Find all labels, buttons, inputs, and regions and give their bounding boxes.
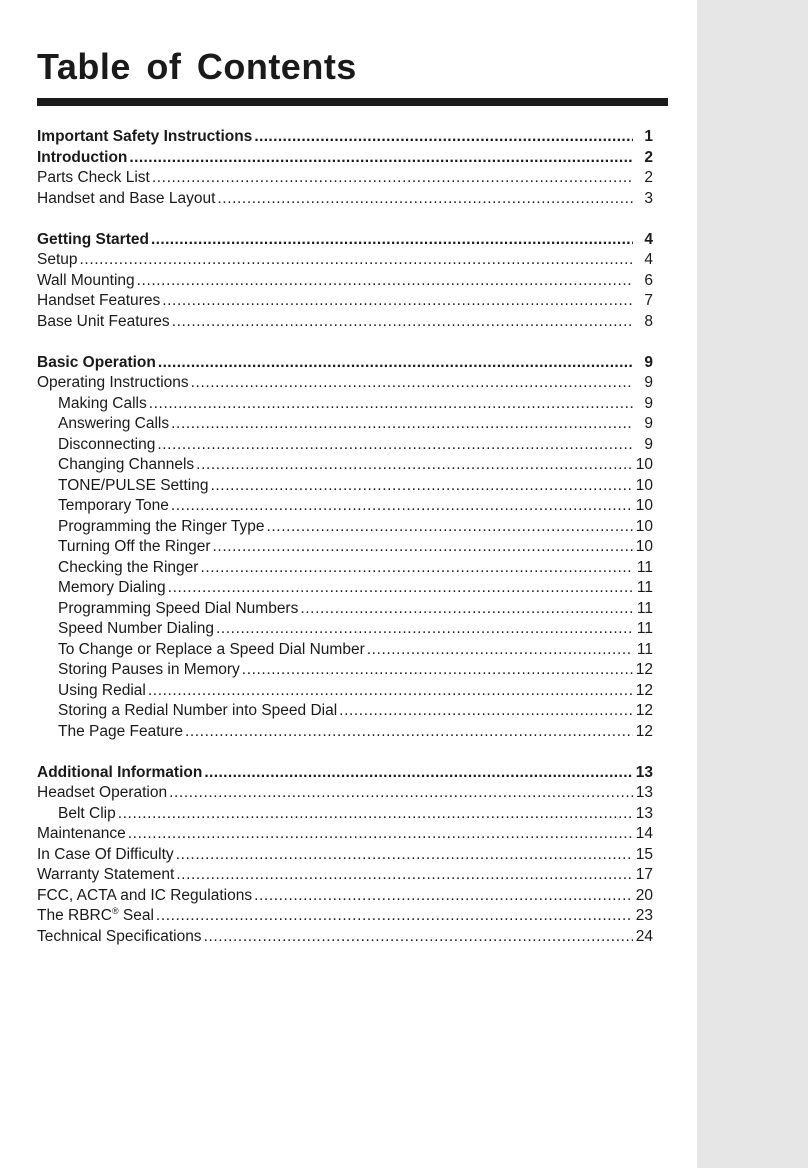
table-of-contents bbox=[37, 127, 653, 947]
dot-leader bbox=[204, 927, 633, 948]
toc-label: The RBRC® Seal bbox=[37, 905, 154, 924]
toc-subentry-row bbox=[37, 517, 653, 538]
dot-leader bbox=[254, 886, 633, 907]
toc-label: Storing a Redial Number into Speed Dial bbox=[58, 702, 338, 719]
toc-page-number: 8 bbox=[644, 312, 653, 330]
toc-label: Warranty Statement bbox=[37, 866, 175, 883]
toc-label: Basic Operation bbox=[37, 353, 156, 371]
dot-leader bbox=[300, 599, 633, 620]
toc-page-number: 2 bbox=[644, 169, 653, 186]
toc-label: TONE/PULSE Setting bbox=[58, 476, 209, 494]
dot-leader bbox=[242, 660, 633, 681]
toc-label: Temporary Tone bbox=[58, 497, 169, 514]
toc-subentry-row bbox=[37, 681, 653, 702]
toc-page-number: 11 bbox=[636, 558, 653, 576]
toc-page-number: 2 bbox=[644, 148, 653, 166]
toc-page-number: 10 bbox=[635, 497, 653, 514]
toc-label: Turning Off the Ringer bbox=[58, 538, 211, 555]
toc-subentry-row bbox=[37, 701, 653, 722]
toc-section-row bbox=[37, 127, 653, 148]
toc-page-number: 10 bbox=[635, 476, 653, 494]
toc-section-row bbox=[37, 230, 653, 251]
dot-leader bbox=[204, 763, 633, 784]
toc-entry-row bbox=[37, 865, 653, 886]
toc-page-number: 9 bbox=[644, 353, 653, 371]
dot-leader bbox=[148, 681, 633, 702]
toc-page-number: 10 bbox=[635, 517, 653, 535]
toc-label: Operating Instructions bbox=[37, 374, 189, 391]
dot-leader bbox=[80, 250, 633, 271]
toc-page-number: 4 bbox=[644, 230, 653, 248]
dot-leader bbox=[196, 455, 633, 476]
toc-label: Headset Operation bbox=[37, 784, 168, 801]
dot-leader bbox=[217, 189, 633, 210]
toc-section-row bbox=[37, 763, 653, 784]
toc-subentry-row bbox=[37, 537, 653, 558]
dot-leader bbox=[172, 312, 633, 333]
dot-leader bbox=[152, 168, 633, 189]
toc-page-number: 4 bbox=[644, 251, 653, 268]
dot-leader bbox=[266, 517, 633, 538]
toc-label: In Case Of Difficulty bbox=[37, 845, 174, 863]
toc-label: Memory Dialing bbox=[58, 579, 166, 596]
toc-entry-row bbox=[37, 312, 653, 333]
toc-label: The Page Feature bbox=[58, 722, 183, 740]
toc-label: Getting Started bbox=[37, 230, 149, 248]
toc-subentry-row bbox=[37, 640, 653, 661]
toc-entry-row bbox=[37, 783, 653, 804]
toc-subentry-row bbox=[37, 414, 653, 435]
toc-entry-row bbox=[37, 824, 653, 845]
toc-label: Programming the Ringer Type bbox=[58, 517, 265, 535]
toc-page-number: 12 bbox=[635, 681, 653, 699]
dot-leader bbox=[171, 496, 633, 517]
dot-leader bbox=[339, 701, 633, 722]
dot-leader bbox=[169, 783, 633, 804]
toc-page-number: 13 bbox=[635, 804, 653, 822]
toc-entry-row bbox=[37, 373, 653, 394]
dot-leader bbox=[191, 373, 633, 394]
dot-leader bbox=[129, 148, 633, 169]
toc-page-number: 9 bbox=[644, 435, 653, 453]
dot-leader bbox=[185, 722, 633, 743]
toc-page-number: 14 bbox=[635, 825, 653, 842]
toc-page-number: 13 bbox=[635, 763, 653, 781]
toc-label: Changing Channels bbox=[58, 456, 195, 473]
toc-section-row bbox=[37, 353, 653, 374]
toc-label: Handset and Base Layout bbox=[37, 189, 216, 207]
toc-label: Speed Number Dialing bbox=[58, 620, 214, 637]
dot-leader bbox=[200, 558, 633, 579]
page-title: Table of Contents bbox=[37, 46, 357, 87]
toc-subentry-row bbox=[37, 660, 653, 681]
toc-label: Making Calls bbox=[58, 394, 147, 412]
dot-leader bbox=[176, 865, 633, 886]
toc-label: Checking the Ringer bbox=[58, 558, 199, 576]
dot-leader bbox=[137, 271, 633, 292]
dot-leader bbox=[168, 578, 633, 599]
toc-entry-row bbox=[37, 189, 653, 210]
toc-subentry-row bbox=[37, 599, 653, 620]
dot-leader bbox=[176, 845, 633, 866]
toc-label: To Change or Replace a Speed Dial Number bbox=[58, 640, 365, 658]
toc-page-number: 11 bbox=[636, 599, 653, 617]
toc-entry-row bbox=[37, 886, 653, 907]
toc-subentry-row bbox=[37, 435, 653, 456]
toc-entry-row bbox=[37, 271, 653, 292]
toc-label: Maintenance bbox=[37, 825, 126, 842]
toc-page-number: 7 bbox=[644, 292, 653, 309]
toc-label: Important Safety Instructions bbox=[37, 128, 253, 145]
toc-label: Handset Features bbox=[37, 292, 161, 309]
dot-leader bbox=[158, 353, 633, 374]
toc-label: Answering Calls bbox=[58, 415, 170, 432]
toc-label: FCC, ACTA and IC Regulations bbox=[37, 886, 253, 904]
toc-subentry-row bbox=[37, 804, 653, 825]
toc-page-number: 9 bbox=[644, 415, 653, 432]
toc-label: Parts Check List bbox=[37, 169, 150, 186]
toc-subentry-row bbox=[37, 619, 653, 640]
toc-entry-row bbox=[37, 291, 653, 312]
dot-leader bbox=[210, 476, 633, 497]
toc-label: Technical Specifications bbox=[37, 927, 202, 945]
toc-label: Using Redial bbox=[58, 681, 146, 699]
dot-leader bbox=[128, 824, 633, 845]
dot-leader bbox=[156, 906, 633, 927]
toc-page-number: 11 bbox=[636, 579, 653, 596]
toc-page-number: 11 bbox=[636, 640, 653, 658]
toc-subentry-row bbox=[37, 578, 653, 599]
toc-label: Disconnecting bbox=[58, 435, 156, 453]
toc-page-number: 15 bbox=[635, 845, 653, 863]
toc-page-number: 10 bbox=[635, 456, 653, 473]
side-margin-band bbox=[697, 0, 808, 1168]
toc-page-number: 1 bbox=[644, 128, 653, 145]
toc-section-row bbox=[37, 148, 653, 169]
toc-entry-row bbox=[37, 845, 653, 866]
dot-leader bbox=[151, 230, 633, 251]
toc-page-number: 3 bbox=[644, 189, 653, 207]
toc-label: Setup bbox=[37, 251, 78, 268]
dot-leader bbox=[149, 394, 633, 415]
registered-mark: ® bbox=[111, 905, 119, 916]
toc-page-number: 17 bbox=[635, 866, 653, 883]
toc-label: Storing Pauses in Memory bbox=[58, 661, 240, 678]
toc-entry-row bbox=[37, 250, 653, 271]
toc-page-number: 23 bbox=[635, 907, 653, 924]
dot-leader bbox=[162, 291, 633, 312]
dot-leader bbox=[157, 435, 633, 456]
toc-page-number: 11 bbox=[636, 620, 653, 637]
toc-label: Belt Clip bbox=[58, 804, 116, 822]
toc-page-number: 9 bbox=[644, 374, 653, 391]
title-rule bbox=[37, 98, 668, 106]
dot-leader bbox=[254, 127, 633, 148]
toc-subentry-row bbox=[37, 476, 653, 497]
toc-entry-row bbox=[37, 927, 653, 948]
toc-subentry-row bbox=[37, 496, 653, 517]
toc-page-number: 24 bbox=[635, 927, 653, 945]
dot-leader bbox=[367, 640, 633, 661]
toc-subentry-row bbox=[37, 455, 653, 476]
dot-leader bbox=[171, 414, 633, 435]
toc-label: Additional Information bbox=[37, 763, 203, 781]
toc-label: Introduction bbox=[37, 148, 128, 166]
toc-subentry-row bbox=[37, 558, 653, 579]
toc-page-number: 9 bbox=[644, 394, 653, 412]
dot-leader bbox=[118, 804, 633, 825]
toc-page-number: 20 bbox=[635, 886, 653, 904]
toc-page-number: 12 bbox=[635, 702, 653, 719]
toc-entry-row bbox=[37, 168, 653, 189]
toc-label: Wall Mounting bbox=[37, 271, 135, 289]
toc-label: Programming Speed Dial Numbers bbox=[58, 599, 299, 617]
dot-leader bbox=[213, 537, 634, 558]
toc-entry-row bbox=[37, 906, 653, 927]
toc-label: Base Unit Features bbox=[37, 312, 170, 330]
toc-page-number: 6 bbox=[644, 271, 653, 289]
dot-leader bbox=[216, 619, 633, 640]
toc-page-number: 10 bbox=[635, 538, 653, 555]
toc-subentry-row bbox=[37, 394, 653, 415]
toc-subentry-row bbox=[37, 722, 653, 743]
toc-page-number: 12 bbox=[635, 722, 653, 740]
toc-page-number: 13 bbox=[635, 784, 653, 801]
toc-page-number: 12 bbox=[635, 661, 653, 678]
